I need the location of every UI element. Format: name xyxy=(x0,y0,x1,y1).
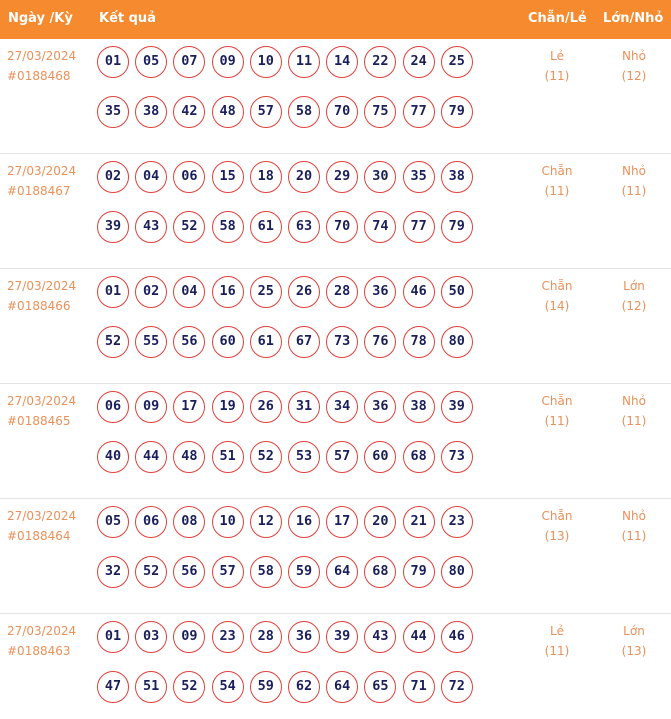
number-ball: 57 xyxy=(250,96,282,128)
number-ball: 75 xyxy=(364,96,396,128)
number-ball: 72 xyxy=(441,671,473,703)
parity-count: (11) xyxy=(544,644,570,658)
number-ball: 30 xyxy=(364,161,396,193)
size-count: (12) xyxy=(621,299,647,313)
number-ball: 12 xyxy=(250,506,282,538)
draw-row xyxy=(0,269,671,384)
number-ball: 06 xyxy=(97,391,129,423)
number-ball: 36 xyxy=(364,276,396,308)
number-ball: 57 xyxy=(212,556,244,588)
number-ball: 51 xyxy=(212,441,244,473)
number-ball: 56 xyxy=(173,326,205,358)
number-ball: 62 xyxy=(288,671,320,703)
number-ball: 09 xyxy=(212,46,244,78)
number-ball: 58 xyxy=(288,96,320,128)
number-ball: 46 xyxy=(403,276,435,308)
number-ball: 44 xyxy=(403,621,435,653)
draw-date: 27/03/2024 xyxy=(7,49,77,63)
number-ball: 31 xyxy=(288,391,320,423)
number-ball: 05 xyxy=(135,46,167,78)
number-ball: 52 xyxy=(173,671,205,703)
size-result xyxy=(604,154,664,214)
number-ball: 34 xyxy=(326,391,358,423)
size-result xyxy=(604,39,664,99)
number-ball: 55 xyxy=(135,326,167,358)
number-ball: 38 xyxy=(403,391,435,423)
number-ball: 71 xyxy=(403,671,435,703)
draw-period: #0188464 xyxy=(7,529,71,543)
number-ball: 52 xyxy=(135,556,167,588)
size-result xyxy=(604,269,664,329)
number-ball: 25 xyxy=(441,46,473,78)
number-ball: 16 xyxy=(212,276,244,308)
size-count: (11) xyxy=(621,184,647,198)
number-ball: 32 xyxy=(97,556,129,588)
number-ball: 60 xyxy=(212,326,244,358)
number-ball: 53 xyxy=(288,441,320,473)
parity-result xyxy=(527,154,587,214)
number-ball: 79 xyxy=(441,96,473,128)
parity-result xyxy=(527,269,587,329)
size-label: Nhỏ xyxy=(622,49,646,63)
number-ball: 28 xyxy=(250,621,282,653)
number-ball: 01 xyxy=(97,46,129,78)
number-ball: 22 xyxy=(364,46,396,78)
number-ball: 24 xyxy=(403,46,435,78)
number-ball: 10 xyxy=(212,506,244,538)
number-ball: 18 xyxy=(250,161,282,193)
number-ball: 74 xyxy=(364,211,396,243)
draw-row xyxy=(0,39,671,154)
number-ball: 17 xyxy=(326,506,358,538)
number-ball: 35 xyxy=(97,96,129,128)
number-ball: 28 xyxy=(326,276,358,308)
size-label: Nhỏ xyxy=(622,509,646,523)
draw-period: #0188468 xyxy=(7,69,71,83)
parity-count: (11) xyxy=(544,69,570,83)
number-ball: 61 xyxy=(250,211,282,243)
draw-date: 27/03/2024 xyxy=(7,624,77,638)
number-ball: 58 xyxy=(212,211,244,243)
number-ball: 02 xyxy=(135,276,167,308)
number-ball: 39 xyxy=(97,211,129,243)
parity-result xyxy=(527,384,587,444)
number-ball: 50 xyxy=(441,276,473,308)
number-ball: 09 xyxy=(135,391,167,423)
draw-date: 27/03/2024 xyxy=(7,164,77,178)
number-ball: 36 xyxy=(288,621,320,653)
number-ball: 63 xyxy=(288,211,320,243)
parity-label: Chẵn xyxy=(541,394,573,408)
number-ball: 35 xyxy=(403,161,435,193)
number-ball: 57 xyxy=(326,441,358,473)
number-ball: 80 xyxy=(441,556,473,588)
number-ball: 39 xyxy=(441,391,473,423)
draw-period: #0188467 xyxy=(7,184,71,198)
number-ball: 20 xyxy=(288,161,320,193)
number-ball: 68 xyxy=(403,441,435,473)
number-ball: 80 xyxy=(441,326,473,358)
draw-date: 27/03/2024 xyxy=(7,279,77,293)
number-ball: 25 xyxy=(250,276,282,308)
number-ball: 51 xyxy=(135,671,167,703)
parity-result xyxy=(527,499,587,559)
size-label: Lớn xyxy=(623,624,645,638)
number-ball: 44 xyxy=(135,441,167,473)
size-label: Nhỏ xyxy=(622,164,646,178)
number-ball: 46 xyxy=(441,621,473,653)
number-ball: 40 xyxy=(97,441,129,473)
parity-count: (11) xyxy=(544,414,570,428)
parity-label: Chẵn xyxy=(541,509,573,523)
number-ball: 67 xyxy=(288,326,320,358)
number-ball: 43 xyxy=(364,621,396,653)
number-ball: 77 xyxy=(403,211,435,243)
number-ball: 17 xyxy=(173,391,205,423)
number-ball: 73 xyxy=(326,326,358,358)
draw-row xyxy=(0,614,671,719)
number-ball: 11 xyxy=(288,46,320,78)
parity-count: (14) xyxy=(544,299,570,313)
parity-label: Chẵn xyxy=(541,279,573,293)
column-header-result: Kết quả xyxy=(99,11,156,26)
number-ball: 20 xyxy=(364,506,396,538)
number-ball: 59 xyxy=(288,556,320,588)
number-ball: 10 xyxy=(250,46,282,78)
number-ball: 52 xyxy=(173,211,205,243)
draw-period: #0188463 xyxy=(7,644,71,658)
number-ball: 77 xyxy=(403,96,435,128)
number-ball: 16 xyxy=(288,506,320,538)
number-ball: 64 xyxy=(326,556,358,588)
number-ball: 14 xyxy=(326,46,358,78)
number-ball: 48 xyxy=(212,96,244,128)
parity-label: Chẵn xyxy=(541,164,573,178)
number-ball: 70 xyxy=(326,96,358,128)
number-ball: 08 xyxy=(173,506,205,538)
number-ball: 26 xyxy=(250,391,282,423)
number-ball: 73 xyxy=(441,441,473,473)
size-result xyxy=(604,384,664,444)
number-ball: 70 xyxy=(326,211,358,243)
parity-label: Lẻ xyxy=(549,624,565,638)
number-ball: 06 xyxy=(135,506,167,538)
number-ball: 19 xyxy=(212,391,244,423)
draw-date: 27/03/2024 xyxy=(7,509,77,523)
number-ball: 29 xyxy=(326,161,358,193)
parity-count: (11) xyxy=(544,184,570,198)
size-label: Lớn xyxy=(623,279,645,293)
draw-row xyxy=(0,384,671,499)
number-ball: 01 xyxy=(97,621,129,653)
number-ball: 02 xyxy=(97,161,129,193)
number-ball: 06 xyxy=(173,161,205,193)
number-ball: 38 xyxy=(135,96,167,128)
size-count: (12) xyxy=(621,69,647,83)
number-ball: 15 xyxy=(212,161,244,193)
number-ball: 04 xyxy=(173,276,205,308)
number-ball: 03 xyxy=(135,621,167,653)
number-ball: 54 xyxy=(212,671,244,703)
number-ball: 76 xyxy=(364,326,396,358)
column-header-date-period: Ngày /Kỳ xyxy=(8,11,73,26)
size-label: Nhỏ xyxy=(622,394,646,408)
number-ball: 48 xyxy=(173,441,205,473)
results-table-header xyxy=(0,0,671,39)
number-ball: 68 xyxy=(364,556,396,588)
number-ball: 58 xyxy=(250,556,282,588)
number-ball: 23 xyxy=(441,506,473,538)
number-ball: 79 xyxy=(403,556,435,588)
number-ball: 09 xyxy=(173,621,205,653)
number-ball: 52 xyxy=(250,441,282,473)
column-header-size: Lớn/Nhỏ xyxy=(603,11,664,26)
number-ball: 56 xyxy=(173,556,205,588)
parity-count: (13) xyxy=(544,529,570,543)
number-ball: 79 xyxy=(441,211,473,243)
number-ball: 59 xyxy=(250,671,282,703)
number-ball: 78 xyxy=(403,326,435,358)
draw-period: #0188466 xyxy=(7,299,71,313)
number-ball: 42 xyxy=(173,96,205,128)
number-ball: 43 xyxy=(135,211,167,243)
draw-date: 27/03/2024 xyxy=(7,394,77,408)
size-result xyxy=(604,499,664,559)
number-ball: 36 xyxy=(364,391,396,423)
size-result xyxy=(604,614,664,674)
size-count: (11) xyxy=(621,414,647,428)
number-ball: 05 xyxy=(97,506,129,538)
number-ball: 60 xyxy=(364,441,396,473)
number-ball: 65 xyxy=(364,671,396,703)
number-ball: 61 xyxy=(250,326,282,358)
number-ball: 21 xyxy=(403,506,435,538)
number-ball: 38 xyxy=(441,161,473,193)
size-count: (13) xyxy=(621,644,647,658)
parity-label: Lẻ xyxy=(549,49,565,63)
parity-result xyxy=(527,39,587,99)
number-ball: 07 xyxy=(173,46,205,78)
number-ball: 64 xyxy=(326,671,358,703)
size-count: (11) xyxy=(621,529,647,543)
number-ball: 01 xyxy=(97,276,129,308)
number-ball: 52 xyxy=(97,326,129,358)
draw-period: #0188465 xyxy=(7,414,71,428)
draw-row xyxy=(0,499,671,614)
number-ball: 23 xyxy=(212,621,244,653)
number-ball: 47 xyxy=(97,671,129,703)
number-ball: 39 xyxy=(326,621,358,653)
draw-row xyxy=(0,154,671,269)
number-ball: 04 xyxy=(135,161,167,193)
number-ball: 26 xyxy=(288,276,320,308)
parity-result xyxy=(527,614,587,674)
column-header-parity: Chẵn/Lẻ xyxy=(528,11,587,26)
